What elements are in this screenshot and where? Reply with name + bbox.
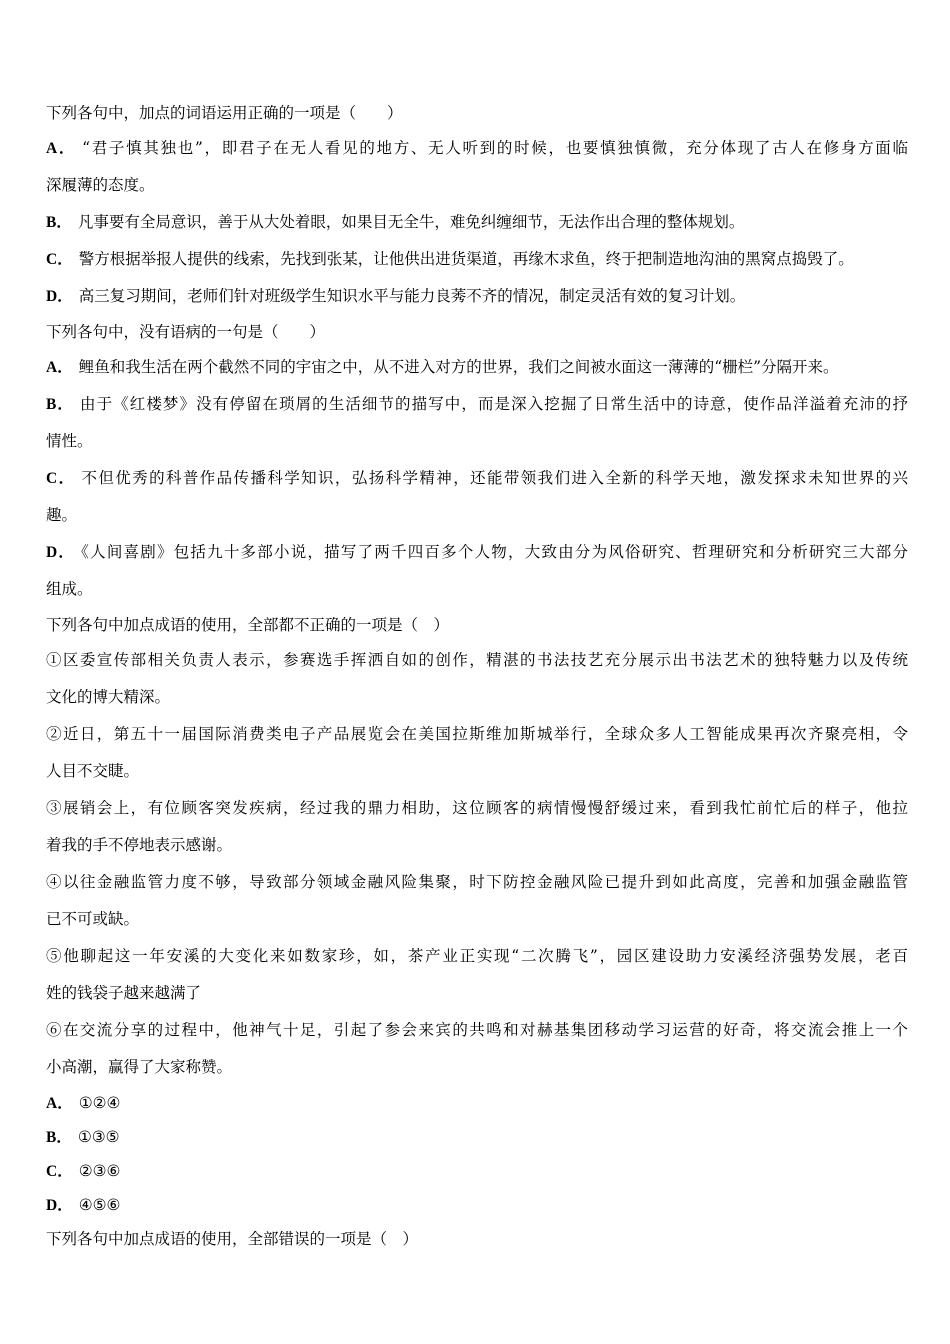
option-label: A． bbox=[46, 359, 73, 376]
item-text: 他聊起这一年安溪的大变化来如数家珍，如，茶产业正实现“二次腾飞”，园区建设助力安溪经济强势发展，老百 bbox=[63, 947, 908, 965]
question-3-option-c[interactable] bbox=[46, 1154, 908, 1188]
question-1-option-d[interactable] bbox=[46, 278, 908, 315]
option-text: ①③⑤ bbox=[77, 1128, 120, 1146]
question-3-item-2-continued: 人目不交睫。 bbox=[46, 762, 140, 780]
option-text: 不但优秀的科普作品传播科学知识，弘扬科学精神，还能带领我们进入全新的科学天地，激发探求未知世界的兴 bbox=[81, 469, 908, 487]
document-content bbox=[46, 96, 908, 1256]
question-3-item-2 bbox=[46, 716, 908, 753]
question-3-item-4 bbox=[46, 864, 908, 901]
option-text: ①②④ bbox=[78, 1094, 121, 1112]
question-3-option-d[interactable] bbox=[46, 1188, 908, 1222]
option-text: “君子慎其独也”，即君子在无人看见的地方、无人听到的时候，也要慎独慎微，充分体现了古人在修身方面临 bbox=[82, 139, 908, 157]
item-text: 在交流分享的过程中，他神气十足，引起了参会来宾的共鸣和对赫基集团移动学习运营的好奇，将交流会推上一个 bbox=[62, 1021, 908, 1039]
question-2-option-d-continued: 组成。 bbox=[46, 580, 93, 598]
option-text: 鲤鱼和我生活在两个截然不同的宇宙之中，从不进入对方的世界，我们之间被水面这一薄薄的“栅栏”分隔开来。 bbox=[78, 358, 839, 376]
question-2-option-b[interactable] bbox=[46, 386, 908, 423]
option-label: D． bbox=[46, 288, 73, 305]
item-text: 以往金融监管力度不够，导致部分领域金融风险集聚，时下防控金融风险已提升到如此高度，完善和加强金融监管 bbox=[62, 873, 908, 891]
question-3-stem: 下列各句中加点成语的使用，全部都不正确的一项是（ ） bbox=[46, 616, 450, 634]
option-label: C． bbox=[46, 1163, 73, 1180]
question-3-option-a[interactable] bbox=[46, 1086, 908, 1120]
question-2-option-c-continued: 趣。 bbox=[46, 506, 78, 524]
question-3-item-5-continued: 姓的钱袋子越来越满了 bbox=[46, 984, 202, 1002]
option-text: 高三复习期间，老师们针对班级学生知识水平与能力良莠不齐的情况，制定灵活有效的复习计划。 bbox=[78, 287, 746, 305]
item-number: ② bbox=[46, 725, 63, 743]
question-1-option-a-continued: 深履薄的态度。 bbox=[46, 176, 155, 194]
question-3-item-1 bbox=[46, 642, 908, 679]
question-1-stem: 下列各句中，加点的词语运用正确的一项是（ ） bbox=[46, 104, 403, 122]
option-label: B． bbox=[46, 1129, 72, 1146]
option-label: C． bbox=[46, 470, 76, 487]
question-2-stem: 下列各句中，没有语病的一句是（ ） bbox=[46, 323, 326, 341]
option-text: 由于《红楼梦》没有停留在琐屑的生活细节的描写中，而是深入挖掘了日常生活中的诗意，使作品洋溢着充沛的抒 bbox=[80, 395, 908, 413]
question-1-option-a[interactable] bbox=[46, 130, 908, 167]
question-3-item-5 bbox=[46, 938, 908, 975]
item-text: 区委宣传部相关负责人表示，参赛选手挥洒自如的创作，精湛的书法技艺充分展示出书法艺术的独特魅力以及传统 bbox=[62, 651, 908, 669]
question-2-option-b-continued: 情性。 bbox=[46, 432, 93, 450]
option-text: 警方根据举报人提供的线索，先找到张某，让他供出进货渠道，再缘木求鱼，终于把制造地沟油的黑窝点捣毁了。 bbox=[78, 250, 854, 268]
option-label: D． bbox=[46, 1197, 73, 1214]
question-3-item-3 bbox=[46, 790, 908, 827]
option-text: 凡事要有全局意识，善于从大处着眼，如果目无全牛，难免纠缠细节，无法作出合理的整体规划。 bbox=[77, 213, 745, 231]
item-number: ① bbox=[46, 651, 63, 669]
item-number: ⑥ bbox=[46, 1021, 63, 1039]
question-1-option-c[interactable] bbox=[46, 241, 908, 278]
item-number: ③ bbox=[46, 799, 63, 817]
option-label: C． bbox=[46, 251, 73, 268]
question-1-option-b[interactable] bbox=[46, 204, 908, 241]
question-2-option-a[interactable] bbox=[46, 349, 908, 386]
question-3-item-6-continued: 小高潮，赢得了大家称赞。 bbox=[46, 1058, 233, 1076]
option-text: ②③⑥ bbox=[78, 1162, 121, 1180]
question-2-option-c[interactable] bbox=[46, 460, 908, 497]
option-label: B． bbox=[46, 396, 75, 413]
option-label: A． bbox=[46, 1095, 73, 1112]
item-text: 展销会上，有位顾客突发疾病，经过我的鼎力相助，这位顾客的病情慢慢舒缓过来，看到我忙前忙后的样子，他拉 bbox=[62, 799, 908, 817]
option-label: B． bbox=[46, 214, 72, 231]
question-3-item-3-continued: 着我的手不停地表示感谢。 bbox=[46, 836, 233, 854]
option-text: 《人间喜剧》包括九十多部小说，描写了两千四百多个人物，大致由分为风俗研究、哲理研究和分析研究三大部分 bbox=[81, 543, 908, 561]
item-number: ⑤ bbox=[46, 947, 64, 965]
question-3-item-1-continued: 文化的博大精深。 bbox=[46, 688, 171, 706]
item-text: 近日，第五十一届国际消费类电子产品展览会在美国拉斯维加斯城举行，全球众多人工智能成果再次齐聚亮相，令 bbox=[62, 725, 908, 743]
question-2-option-d[interactable] bbox=[46, 534, 908, 571]
question-3-option-b[interactable] bbox=[46, 1120, 908, 1154]
option-label: A． bbox=[46, 140, 77, 157]
item-number: ④ bbox=[46, 873, 63, 891]
question-3-item-6 bbox=[46, 1012, 908, 1049]
option-label: D． bbox=[46, 544, 76, 561]
question-3-item-4-continued: 已不可或缺。 bbox=[46, 910, 140, 928]
option-text: ④⑤⑥ bbox=[78, 1196, 121, 1214]
question-4-stem: 下列各句中加点成语的使用，全部错误的一项是（ ） bbox=[46, 1230, 419, 1248]
